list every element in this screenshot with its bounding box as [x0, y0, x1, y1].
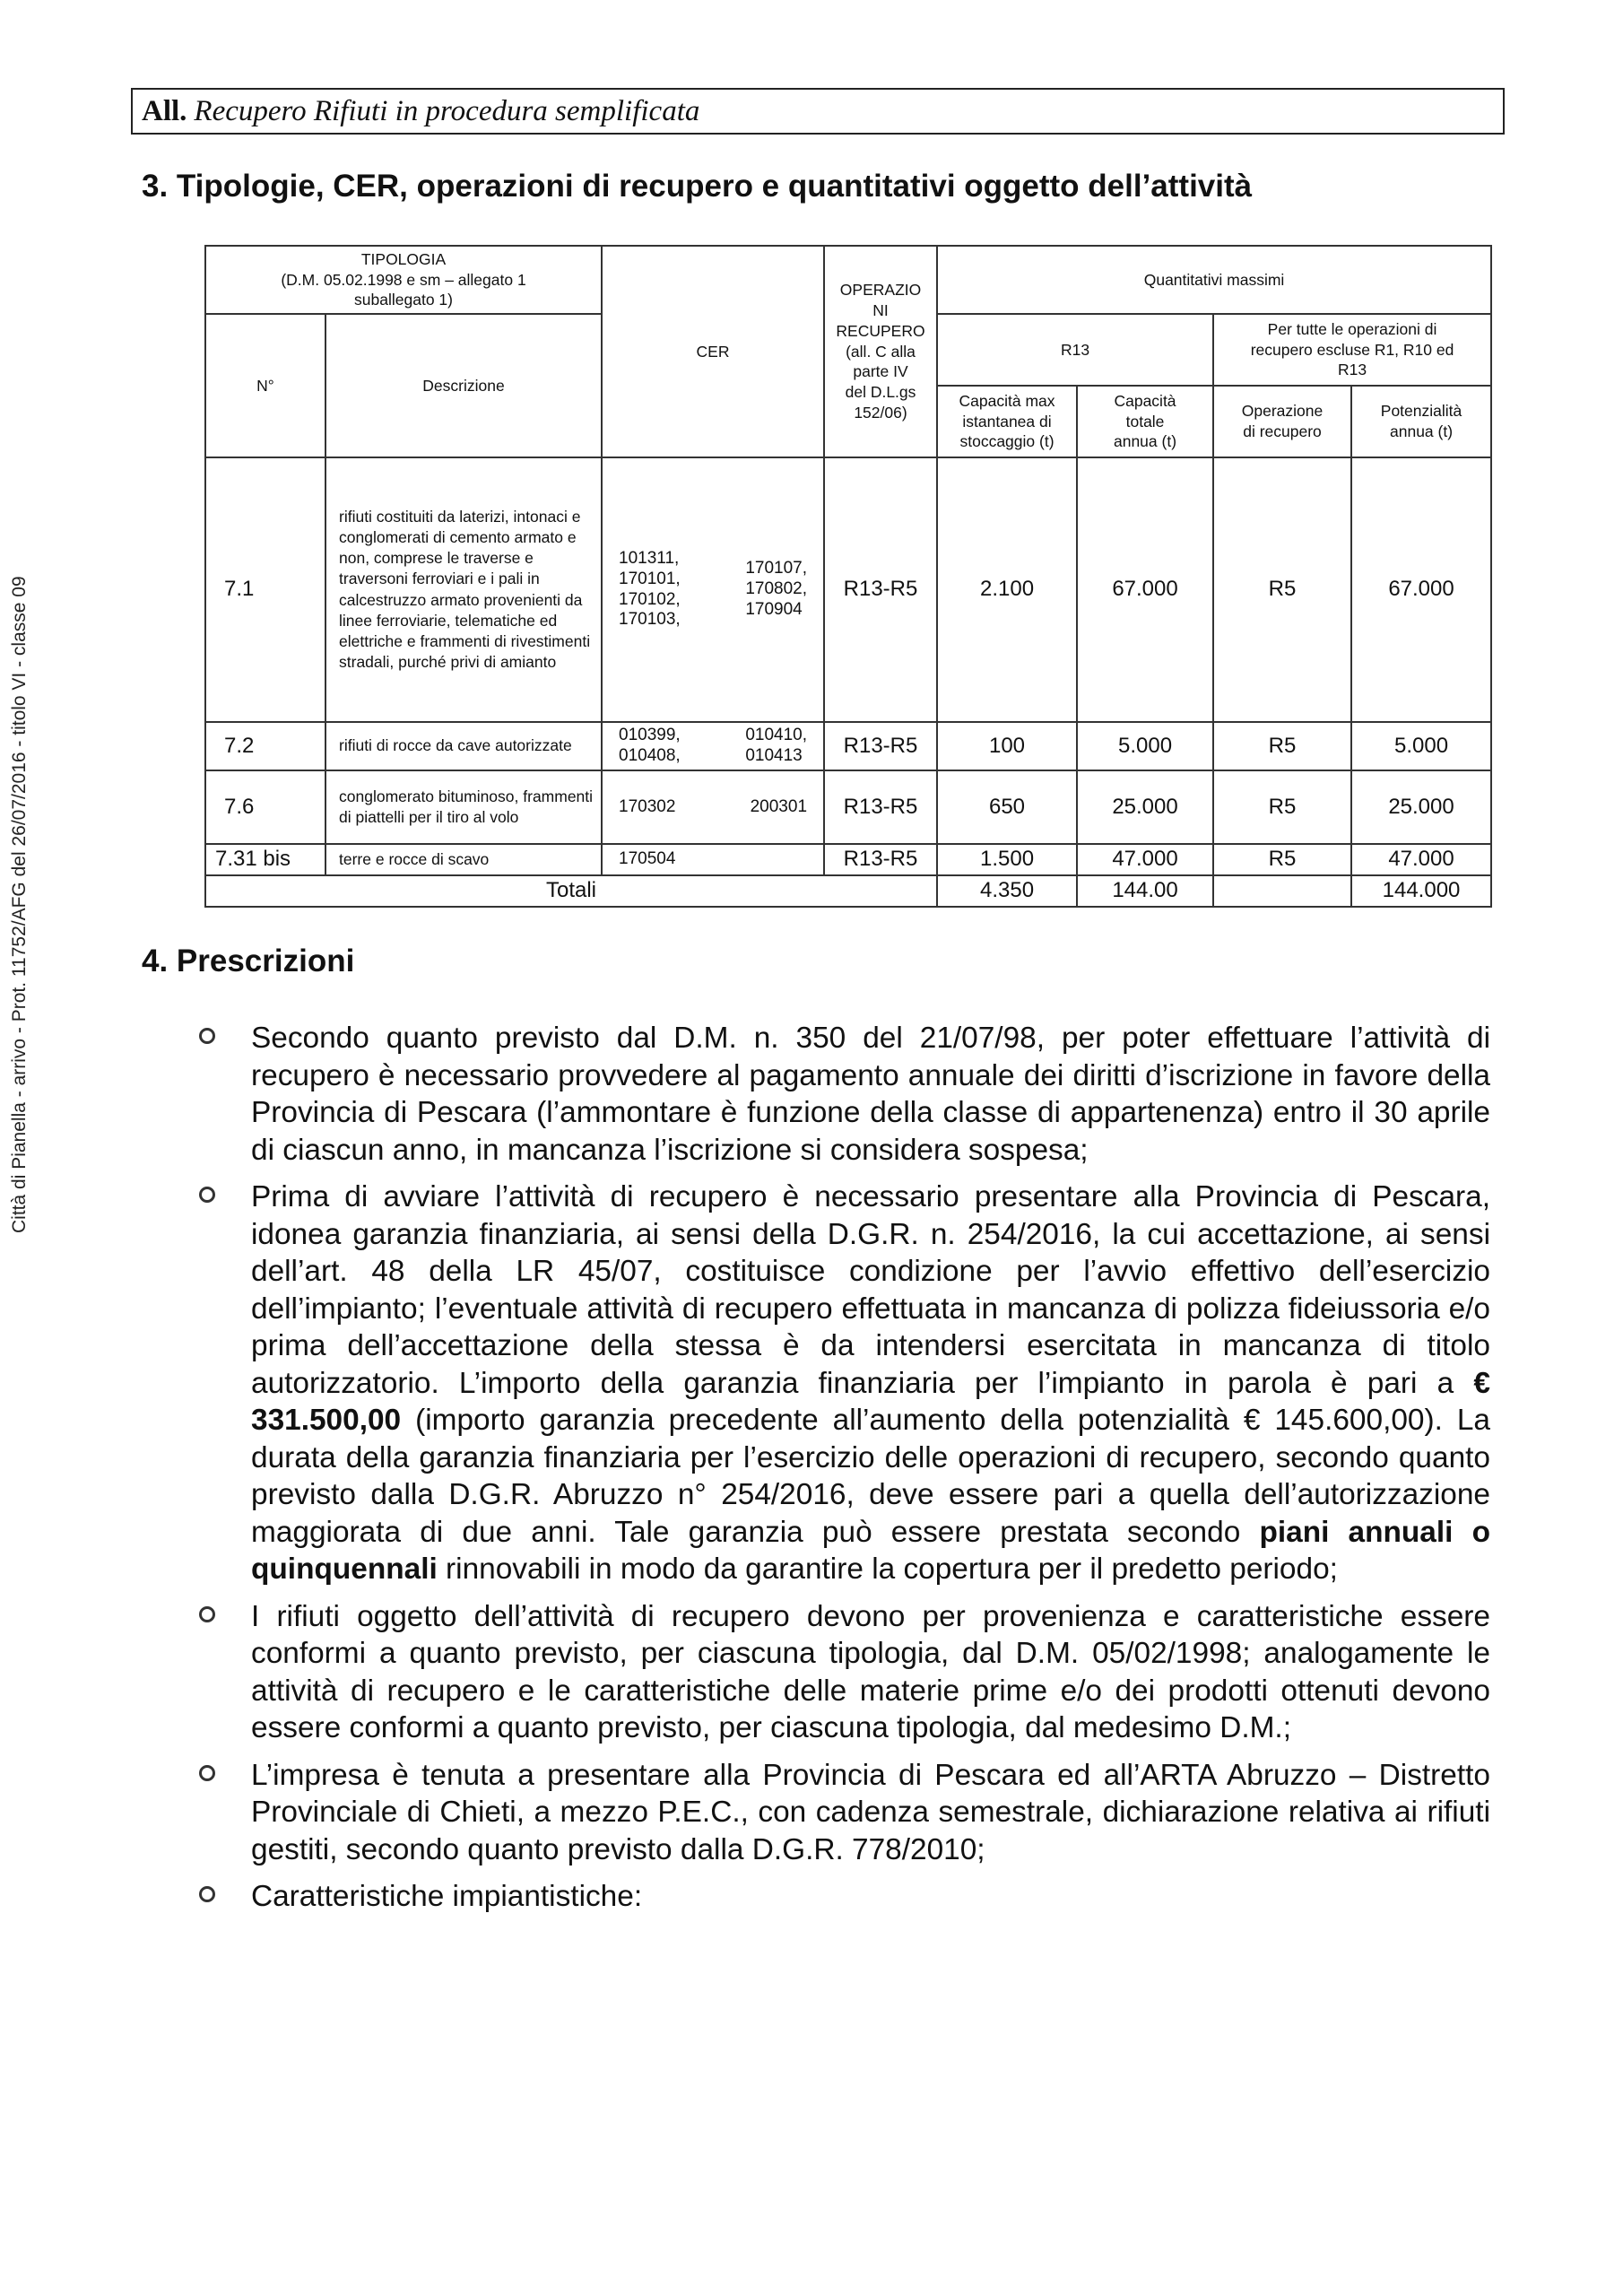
row-operazione: R5	[1213, 770, 1351, 844]
operations-table-wrap	[204, 245, 1490, 908]
bullet-text: I rifiuti oggetto dell’attività di recupero devono per provenienza e caratteristiche essere conformi a quanto previsto, per ciascuna tipologia, dal D.M. 05/02/1998; analogamente le attività di recupero e le caratteristiche delle materie prime e/o dei prodotti ottenuti devono essere conformi a quanto previsto, per ciascuna tipologia, dal medesimo D.M.;	[251, 1599, 1490, 1744]
row-cer	[602, 770, 824, 844]
row-operazione: R5	[1213, 722, 1351, 770]
bullet-text: rinnovabili in modo da garantire la copertura per il predetto periodo;	[437, 1552, 1338, 1586]
row-cer-a: 170302	[619, 796, 676, 816]
row-descrizione: rifiuti costituiti da laterizi, intonaci e conglomerati di cemento armato e non, comprese le traverse e traversoni ferroviari e i pali in calcestruzzo armato provenienti da linee ferroviarie, telematiche ed elettriche e frammenti di rivestimenti stradali, purché privi di amianto	[325, 457, 602, 722]
bullet-text: Caratteristiche impiantistiche:	[251, 1880, 643, 1913]
bullet-text: Secondo quanto previsto dal D.M. n. 350 del 21/07/98, per poter effettuare l’attività di recupero è necessario provvedere al pagamento annuale dei diritti d’iscrizione in favore della Provincia di Pescara (l’ammontare è funzione della classe di appartenenza) entro il 30 aprile di ciascun anno, in mancanza l’iscrizione si considera sospesa;	[251, 1022, 1490, 1167]
section-3-title: 3. Tipologie, CER, operazioni di recupero e quantitativi oggetto dell’attività	[142, 169, 1253, 204]
header-capacita-max: Capacità max istantanea di stoccaggio (t)	[937, 386, 1077, 457]
operations-table	[204, 245, 1492, 908]
header-cer: CER	[602, 246, 824, 457]
row-n: 7.1	[205, 457, 325, 722]
row-cer-a: 101311, 170101, 170102, 170103,	[619, 548, 681, 630]
header-label: All.	[142, 94, 187, 127]
section-4-title: 4. Prescrizioni	[142, 944, 355, 978]
row-operazioni: R13-R5	[824, 844, 937, 875]
row-cer	[602, 844, 824, 875]
prescriptions-list	[251, 1020, 1490, 1926]
list-item	[251, 1878, 1490, 1916]
bullet-text: Prima di avviare l’attività di recupero è necessario presentare alla Provincia di Pescara, idonea garanzia finanziaria, ai sensi della D.G.R. n. 254/2016, la cui accettazione, ai sensi dell’art. 48 della LR 45/07, costituisce condizione per l’avvio effettivo dell’esercizio dell’impianto; l’eventuale attività di recupero effettuata in mancanza di polizza fideiussoria e/o prima dell’accettazione della stessa è da intendersi esercitata in mancanza di titolo autorizzatorio. L’importo della garanzia finanziaria per l’impianto in parola è pari a	[251, 1180, 1490, 1400]
list-item	[251, 1757, 1490, 1869]
row-cer	[602, 457, 824, 722]
header-capacita-totale: Capacità totale annua (t)	[1077, 386, 1213, 457]
attachment-header	[131, 88, 1505, 135]
row-capacita-max: 2.100	[937, 457, 1077, 722]
header-descrizione: Descrizione	[325, 314, 602, 457]
row-operazione: R5	[1213, 457, 1351, 722]
row-capacita-totale: 67.000	[1077, 457, 1213, 722]
guarantee-plans: piani annuali o quinquennali	[251, 1515, 1490, 1586]
list-item	[251, 1020, 1490, 1169]
row-operazioni: R13-R5	[824, 457, 937, 722]
header-title: Recupero Rifiuti in procedura semplificata	[194, 94, 700, 127]
header-per-tutte: Per tutte le operazioni di recupero escluse R1, R10 ed R13	[1213, 314, 1491, 386]
row-potenzialita: 5.000	[1351, 722, 1491, 770]
bullet-text: L’impresa è tenuta a presentare alla Provincia di Pescara ed all’ARTA Abruzzo – Distretto Provinciale di Chieti, a mezzo P.E.C., con cadenza semestrale, dichiarazione relativa ai rifiuti gestiti, secondo quanto previsto dalla D.G.R. 778/2010;	[251, 1758, 1490, 1866]
table-row	[205, 722, 1491, 770]
row-n: 7.2	[205, 722, 325, 770]
totals-capacita-totale: 144.00	[1077, 875, 1213, 907]
bullet-dot-icon	[199, 1765, 215, 1781]
table-row	[205, 457, 1491, 722]
bullet-dot-icon	[199, 1606, 215, 1622]
row-cer-b: 170107, 170802, 170904	[745, 559, 808, 619]
row-capacita-totale: 47.000	[1077, 844, 1213, 875]
row-cer	[602, 722, 824, 770]
totals-potenzialita: 144.000	[1351, 875, 1491, 907]
protocol-stamp: Città di Pianella - arrivo - Prot. 11752/AFG del 26/07/2016 - titolo VI - classe 09	[9, 576, 30, 1233]
list-item	[251, 1598, 1490, 1747]
header-tipologia: TIPOLOGIA (D.M. 05.02.1998 e sm – allegato 1 suballegato 1)	[205, 246, 602, 314]
header-n: N°	[205, 314, 325, 457]
bullet-dot-icon	[199, 1886, 215, 1902]
header-operazioni: OPERAZIO NI RECUPERO (all. C alla parte IV del D.L.gs 152/06)	[824, 246, 937, 457]
row-n: 7.6	[205, 770, 325, 844]
row-cer-a: 010399, 010408,	[619, 726, 681, 765]
row-potenzialita: 25.000	[1351, 770, 1491, 844]
bullet-dot-icon	[199, 1028, 215, 1044]
row-operazioni: R13-R5	[824, 770, 937, 844]
row-descrizione: conglomerato bituminoso, frammenti di piattelli per il tiro al volo	[325, 770, 602, 844]
row-capacita-max: 100	[937, 722, 1077, 770]
header-potenzialita: Potenzialità annua (t)	[1351, 386, 1491, 457]
totals-row	[205, 875, 1491, 907]
bullet-dot-icon	[199, 1187, 215, 1203]
row-cer-b: 200301	[750, 796, 808, 816]
table-row	[205, 770, 1491, 844]
row-descrizione: rifiuti di rocce da cave autorizzate	[325, 722, 602, 770]
row-capacita-totale: 5.000	[1077, 722, 1213, 770]
row-n: 7.31 bis	[205, 844, 325, 875]
row-cer-a: 170504	[619, 849, 676, 868]
row-operazioni: R13-R5	[824, 722, 937, 770]
table-row	[205, 844, 1491, 875]
header-quantitativi: Quantitativi massimi	[937, 246, 1491, 314]
row-potenzialita: 67.000	[1351, 457, 1491, 722]
totals-operazione-empty	[1213, 875, 1351, 907]
row-capacita-max: 650	[937, 770, 1077, 844]
header-r13: R13	[937, 314, 1213, 386]
header-operazione: Operazione di recupero	[1213, 386, 1351, 457]
row-cer-b: 010410, 010413	[745, 726, 808, 765]
row-descrizione: terre e rocce di scavo	[325, 844, 602, 875]
row-capacita-max: 1.500	[937, 844, 1077, 875]
totals-capacita-max: 4.350	[937, 875, 1077, 907]
row-potenzialita: 47.000	[1351, 844, 1491, 875]
row-operazione: R5	[1213, 844, 1351, 875]
bullet-text: (importo garanzia precedente all’aumento della potenzialità € 145.600,00). La durata della garanzia finanziaria per l’esercizio delle operazioni di recupero, secondo quanto previsto dalla D.G.R. Abruzzo n° 254/2016, deve essere pari a quella dell’autorizzazione maggiorata di due anni. Tale garanzia può essere prestata secondo	[251, 1404, 1490, 1549]
row-capacita-totale: 25.000	[1077, 770, 1213, 844]
totals-label: Totali	[205, 875, 937, 907]
list-item	[251, 1178, 1490, 1588]
guarantee-amount: € 331.500,00	[251, 1366, 1490, 1437]
